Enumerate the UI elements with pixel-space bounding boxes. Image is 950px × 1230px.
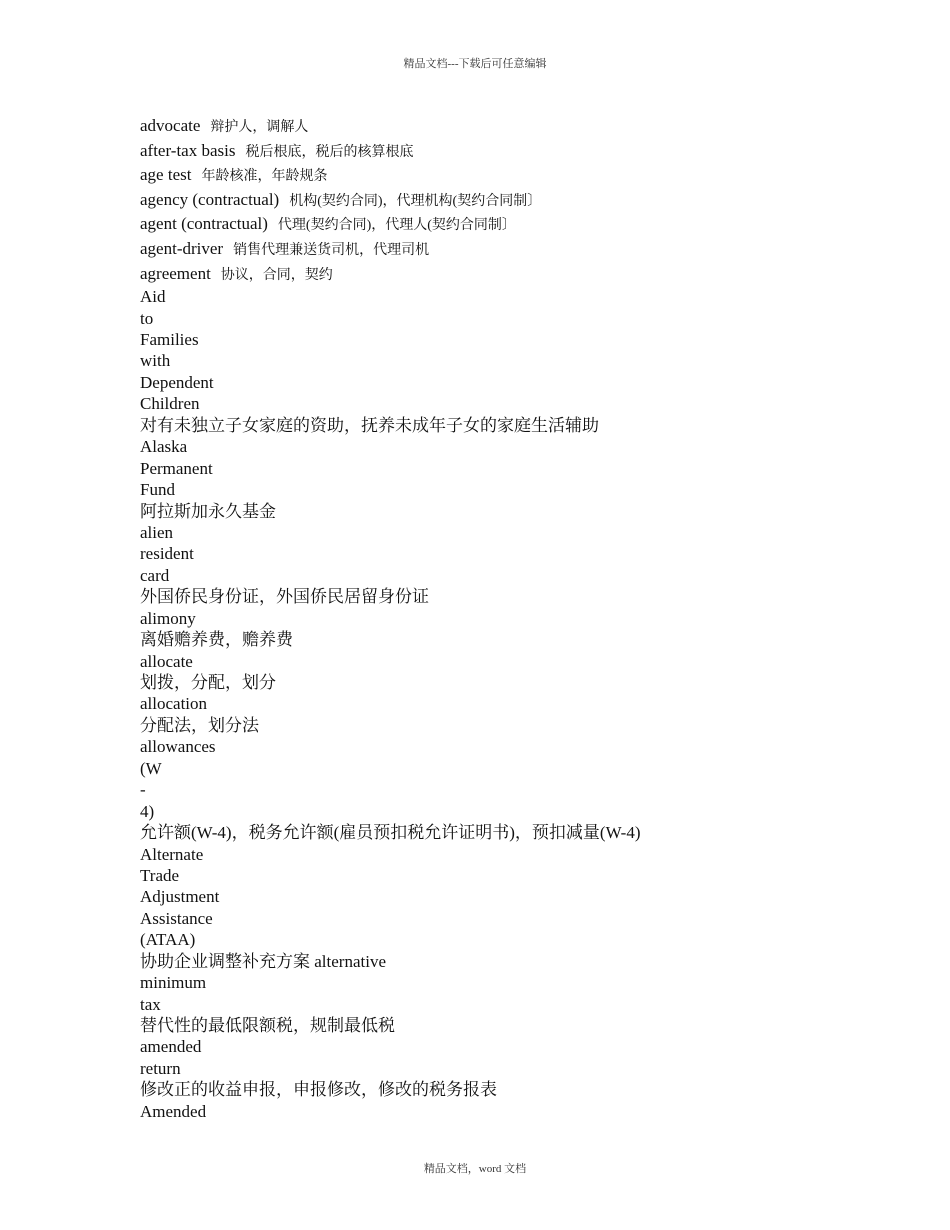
page-header: 精品文档---下载后可任意编辑 bbox=[403, 58, 547, 70]
text-line: allocate bbox=[140, 651, 193, 671]
text-line: 修改正的收益申报，申报修改，修改的税务报表 bbox=[140, 1080, 497, 1100]
entry-definition: 年龄核准，年龄规条 bbox=[201, 169, 328, 185]
text-line: 协助企业调整补充方案 alternative bbox=[140, 951, 386, 971]
text-line: 离婚赡养费，赡养费 bbox=[140, 630, 293, 650]
text-line: Fund bbox=[140, 480, 175, 500]
entry-term: after-tax basis bbox=[140, 140, 236, 160]
text-line: alimony bbox=[140, 608, 196, 628]
text-line: minimum bbox=[140, 973, 207, 993]
text-line: 阿拉斯加永久基金 bbox=[140, 501, 276, 521]
glossary-entry bbox=[140, 188, 860, 213]
text-line: allocation bbox=[140, 694, 208, 714]
text-line: 外国侨民身份证，外国侨民居留身份证 bbox=[140, 587, 429, 607]
glossary-entry bbox=[140, 212, 860, 237]
text-line: Families bbox=[140, 330, 199, 350]
entry-term: advocate bbox=[140, 116, 201, 135]
glossary-entry bbox=[140, 262, 860, 287]
text-line: (ATAA) bbox=[140, 930, 196, 950]
text-line: card bbox=[140, 565, 170, 585]
entry-definition: 辩护人，调解人 bbox=[210, 120, 309, 135]
text-line: resident bbox=[140, 544, 194, 564]
text-line: Adjustment bbox=[140, 887, 220, 907]
text-line: allowances bbox=[140, 737, 216, 757]
text-line: Trade bbox=[140, 865, 180, 885]
entry-term: agent (contractual) bbox=[140, 214, 268, 234]
glossary bbox=[140, 114, 860, 1122]
entry-definition: 机构(契约合同)，代理机构(契约合同制〕 bbox=[289, 193, 542, 209]
text-line: Children bbox=[140, 394, 200, 414]
entry-definition: 税后根底，税后的核算根底 bbox=[245, 144, 414, 160]
page-footer: 精品文档，word 文档 bbox=[423, 1163, 527, 1175]
text-line: 对有未独立子女家庭的资助，抚养未成年子女的家庭生活辅助 bbox=[140, 415, 599, 435]
text-line: - bbox=[140, 780, 146, 800]
text-line: 分配法，划分法 bbox=[140, 715, 259, 735]
entry-definition: 协议，合同，契约 bbox=[220, 267, 333, 283]
text-line: 替代性的最低限额税，规制最低税 bbox=[140, 1016, 395, 1036]
text-line: Permanent bbox=[140, 458, 213, 478]
text-line: return bbox=[140, 1058, 181, 1078]
text-line: Assistance bbox=[140, 908, 213, 928]
text-line: 4) bbox=[140, 801, 155, 821]
text-line: to bbox=[140, 308, 154, 328]
glossary-entry bbox=[140, 139, 860, 164]
text-line: Alternate bbox=[140, 844, 204, 864]
glossary-entry bbox=[140, 114, 860, 139]
text-line: Amended bbox=[140, 1101, 207, 1121]
entry-term: agent-driver bbox=[140, 238, 224, 258]
entry-definition: 销售代理兼送货司机，代理司机 bbox=[233, 242, 430, 258]
text-line: Alaska bbox=[140, 437, 188, 457]
entry-term: age test bbox=[140, 165, 192, 185]
text-line: alien bbox=[140, 522, 174, 542]
glossary-entry bbox=[140, 237, 860, 262]
text-line: Aid bbox=[140, 287, 166, 307]
text-line: Dependent bbox=[140, 372, 214, 392]
entry-term: agency (contractual) bbox=[140, 189, 280, 209]
entry-definition: 代理(契约合同)，代理人(契约合同制〕 bbox=[277, 218, 516, 234]
glossary-entries bbox=[140, 114, 860, 286]
glossary-entry bbox=[140, 163, 860, 188]
entry-term: agreement bbox=[140, 263, 211, 283]
text-line: 划拨，分配，划分 bbox=[140, 673, 276, 693]
text-line: tax bbox=[140, 994, 161, 1014]
text-line: with bbox=[140, 351, 171, 371]
text-line: 允许额(W-4)，税务允许额(雇员预扣税允许证明书)，预扣减量(W-4) bbox=[140, 823, 641, 843]
text-line: (W bbox=[140, 758, 162, 778]
glossary-wrapped-block bbox=[140, 286, 840, 1122]
text-line: amended bbox=[140, 1037, 202, 1057]
